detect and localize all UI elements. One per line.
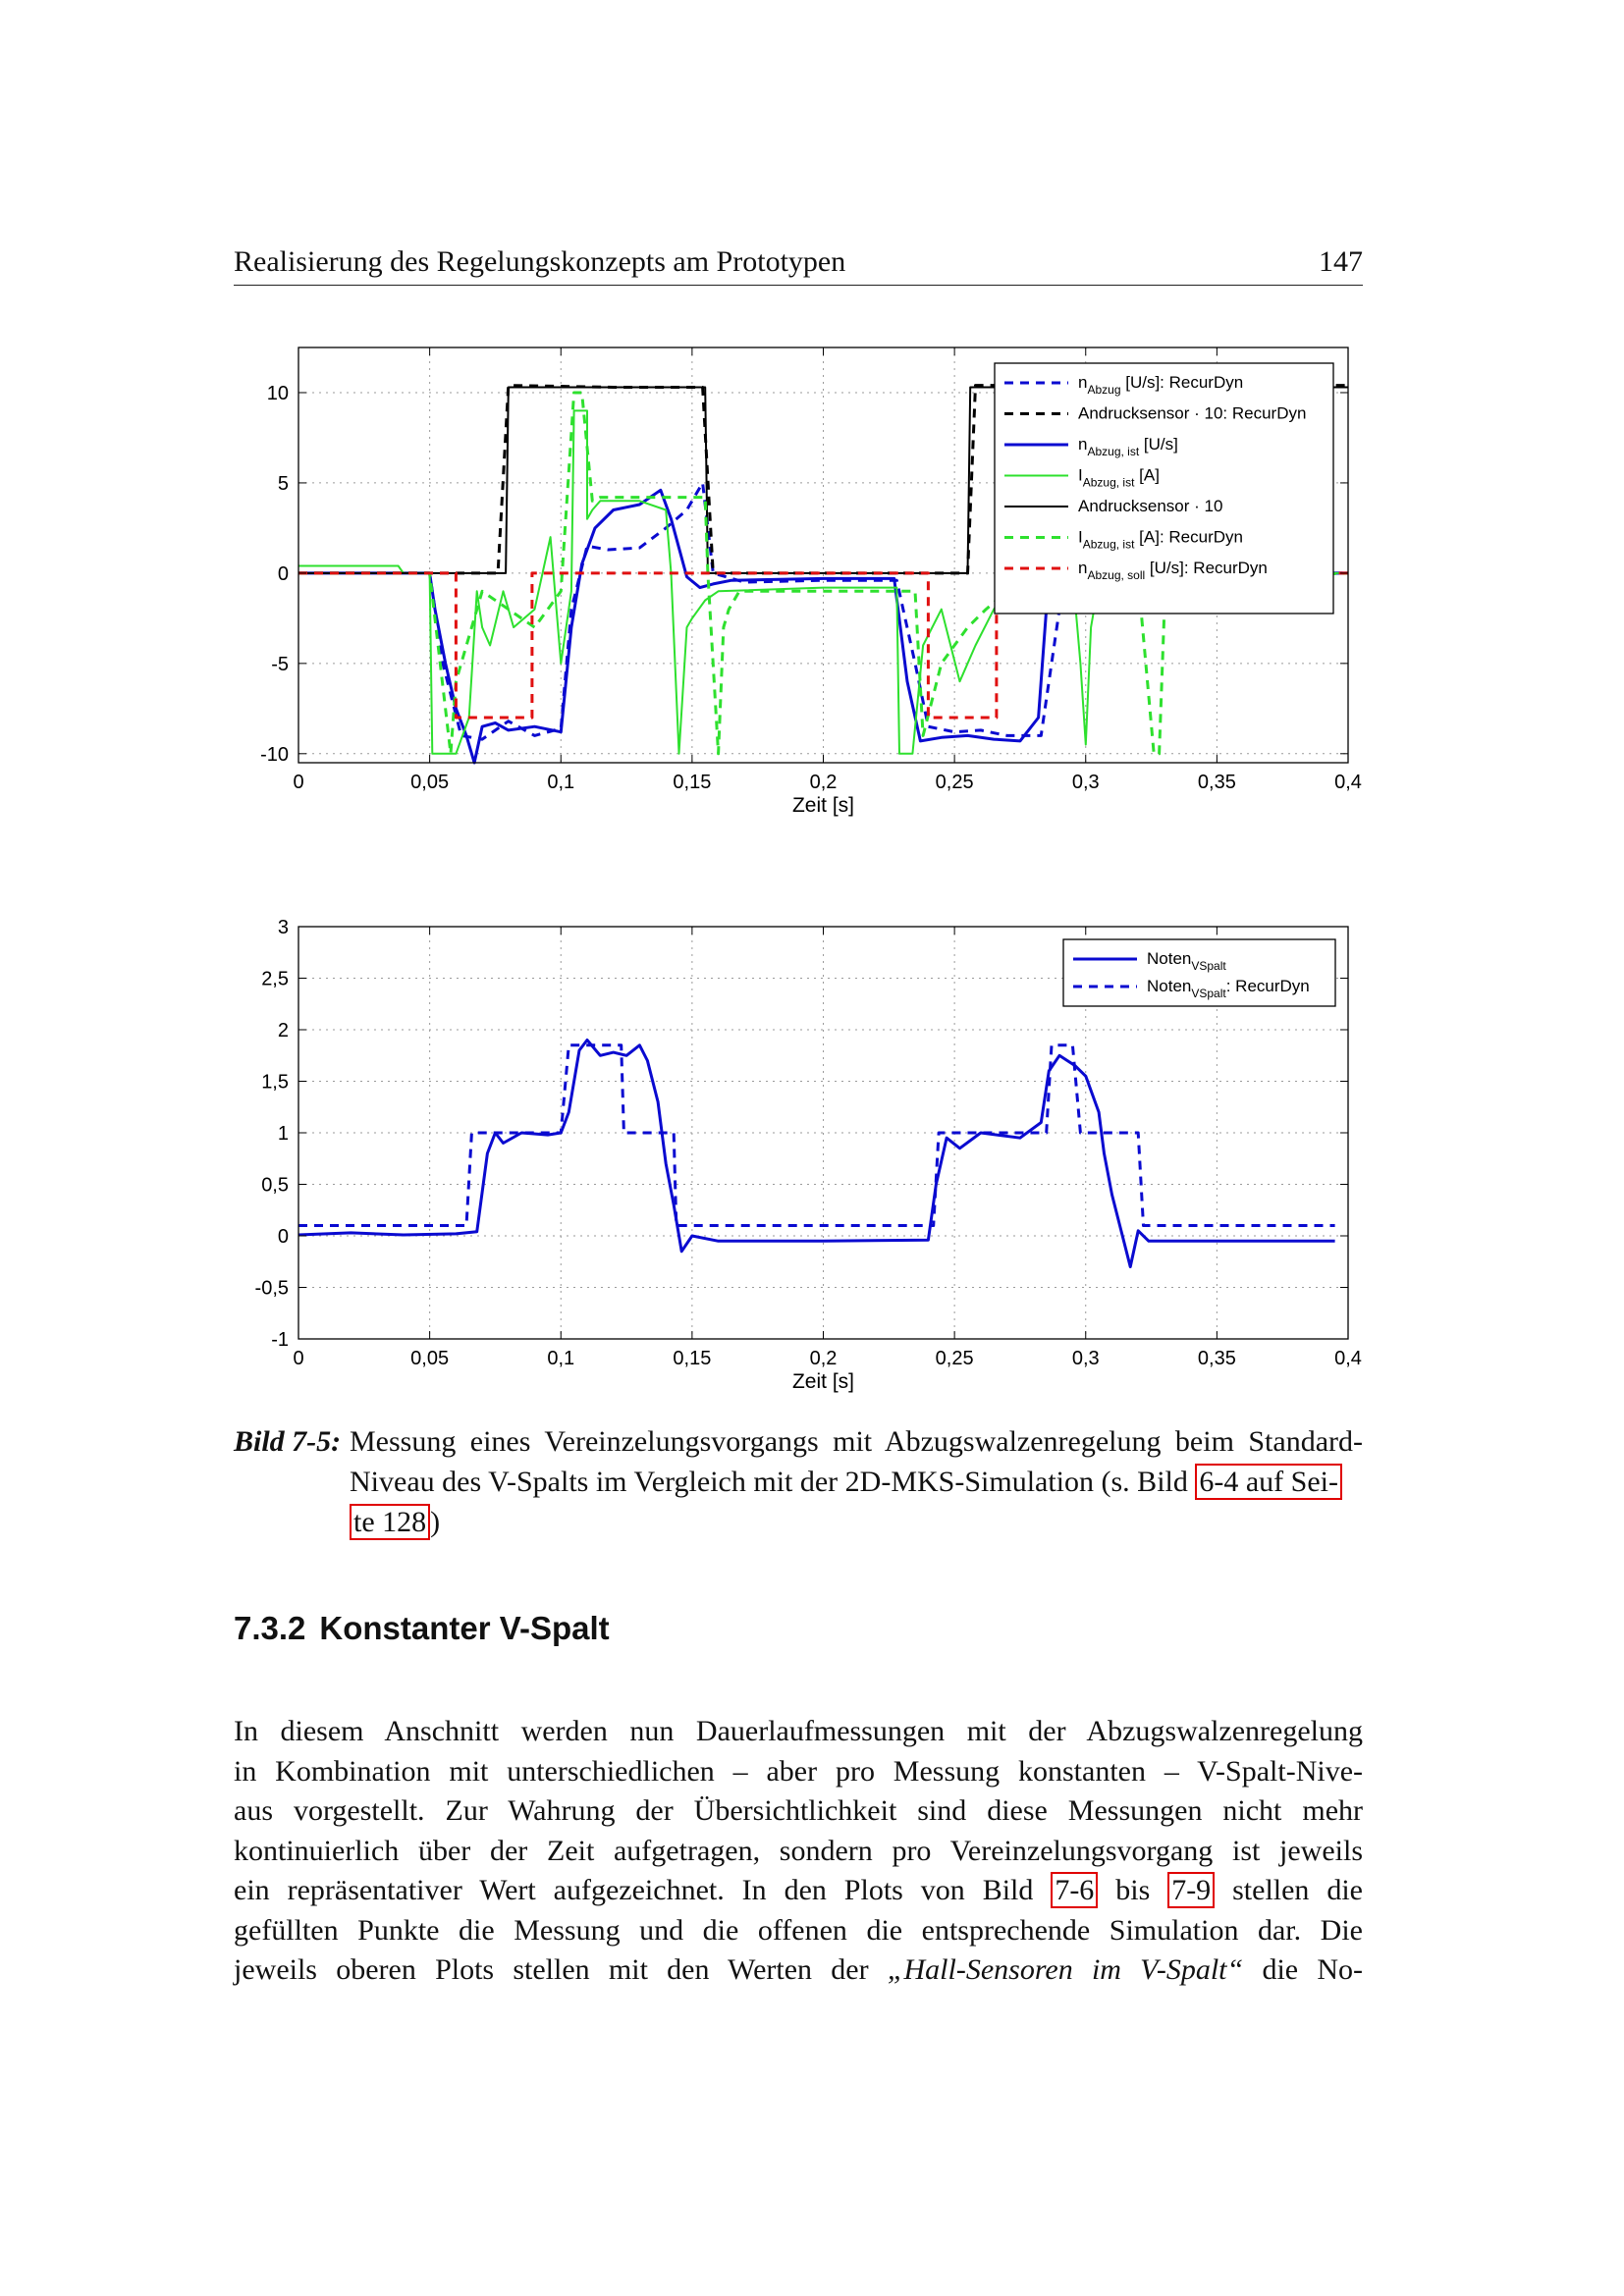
body-line: in Kombination mit unterschiedlichen – aber pro Messung konstanten – V-Spalt-Nive- <box>234 1754 1363 1788</box>
x-axis-label: Zeit [s] <box>791 794 855 817</box>
body-emphasis: „Hall-Sensoren im V-Spalt“ <box>887 1953 1244 1986</box>
legend-entry: $n_{Abzug}$ [U/s]: RecurDyn <box>1078 373 1244 397</box>
legend-entry: $I_{Abzug, ist}$ [A] <box>1078 465 1160 490</box>
body-text-run: jeweils oberen Plots stellen mit den Werten der <box>234 1953 888 1986</box>
x-tick-label: 0,15 <box>673 1348 712 1369</box>
body-line: gefüllten Punkte die Messung und die offenen die entsprechende Simulation dar. Die <box>234 1913 1363 1947</box>
y-tick-label: -5 <box>271 653 289 675</box>
body-line <box>234 1950 1363 1991</box>
y-tick-label: 1,5 <box>261 1071 289 1094</box>
body-text <box>234 1712 1363 1991</box>
caption-label: Bild 7-5: <box>234 1425 342 1458</box>
x-tick-label: 0,2 <box>809 1348 838 1369</box>
page-number: 147 <box>1319 245 1363 278</box>
y-tick-label: -0,5 <box>254 1277 289 1300</box>
legend-entry: $n_{Abzug, soll}$ [U/s]: RecurDyn <box>1078 559 1268 582</box>
body-line: In diesem Anschnitt werden nun Dauerlaufmessungen mit der Abzugswalzenregelung <box>234 1715 1363 1747</box>
running-title: Realisierung des Regelungskonzepts am Prototypen <box>234 245 846 278</box>
x-tick-label: 0 <box>293 1348 304 1369</box>
body-text-run: stellen die <box>1215 1874 1364 1906</box>
y-tick-label: 0,5 <box>261 1174 289 1197</box>
figure-caption <box>234 1421 1363 1542</box>
section-heading <box>234 1610 610 1647</box>
body-line: kontinuierlich über der Zeit aufgetragen, sondern pro Vereinzelungsvorgang ist jeweils <box>234 1834 1363 1867</box>
caption-text-part2: ) <box>430 1506 441 1538</box>
y-tick-label: 2,5 <box>261 968 289 990</box>
legend <box>995 363 1333 614</box>
y-tick-label: 5 <box>277 472 289 495</box>
section-title: Konstanter V-Spalt <box>319 1610 610 1646</box>
legend-entry: Noten$_{VSpalt}$ <box>1147 949 1226 973</box>
legend-entry: Andrucksensor · 10: RecurDyn <box>1078 403 1307 423</box>
x-tick-label: 0,2 <box>809 772 838 793</box>
chart-bottom <box>0 903 1624 1414</box>
y-tick-label: 1 <box>277 1123 289 1145</box>
y-tick-label: -10 <box>260 743 289 766</box>
y-tick-label: 3 <box>277 917 289 938</box>
x-tick-label: 0,1 <box>547 1348 575 1369</box>
legend-entry: Andrucksensor · 10 <box>1078 497 1223 515</box>
chart-top <box>0 324 1624 834</box>
y-tick-label: 2 <box>277 1020 289 1041</box>
legend-entry: $n_{Abzug, ist}$ [U/s] <box>1078 435 1178 458</box>
body-line <box>234 1871 1363 1911</box>
x-tick-label: 0,25 <box>935 772 974 793</box>
figure-ref-link[interactable]: 7-6 <box>1051 1872 1098 1908</box>
x-tick-label: 0,05 <box>410 772 450 793</box>
x-tick-label: 0,35 <box>1197 772 1236 793</box>
x-tick-label: 0,3 <box>1071 772 1100 793</box>
x-axis-label: Zeit [s] <box>791 1370 855 1393</box>
x-tick-label: 0,3 <box>1071 1348 1100 1369</box>
body-text-run: die No- <box>1243 1953 1363 1986</box>
x-tick-label: 0,15 <box>673 772 712 793</box>
legend <box>1063 939 1335 1006</box>
legend-entry: Noten$_{VSpalt}$: RecurDyn <box>1147 977 1310 1000</box>
figure-ref-link[interactable]: 7-9 <box>1167 1872 1215 1908</box>
legend-entry: $I_{Abzug, ist}$ [A]: RecurDyn <box>1078 527 1243 552</box>
caption-ref-link[interactable]: 6-4 auf Sei- <box>1195 1464 1342 1500</box>
body-text-run: bis <box>1098 1874 1168 1906</box>
running-header <box>234 241 1363 286</box>
y-tick-label: 0 <box>277 1226 289 1248</box>
body-text-run: ein repräsentativer Wert aufgezeichnet. In den Plots von Bild <box>234 1874 1052 1906</box>
y-tick-label: 0 <box>277 562 289 585</box>
x-tick-label: 0,25 <box>935 1348 974 1369</box>
x-tick-label: 0,1 <box>547 772 575 793</box>
x-tick-label: 0,05 <box>410 1348 450 1369</box>
section-number: 7.3.2 <box>234 1610 306 1646</box>
y-tick-label: -1 <box>271 1329 289 1351</box>
x-tick-label: 0 <box>293 772 304 793</box>
x-tick-label: 0,4 <box>1334 1348 1362 1369</box>
body-line: aus vorgestellt. Zur Wahrung der Übersichtlichkeit sind diese Messungen nicht mehr <box>234 1794 1363 1827</box>
caption-ref-link-2[interactable]: te 128 <box>350 1504 430 1540</box>
caption-text-part1: Messung eines Vereinzelungsvorgangs mit Abzugswalzenregelung beim Standard-Niveau des V-Spalts im Vergleich mit der 2D-MKS-Simulation (s. Bild <box>350 1425 1363 1498</box>
y-tick-label: 10 <box>266 382 289 404</box>
x-tick-label: 0,35 <box>1197 1348 1236 1369</box>
caption-text <box>350 1421 1363 1542</box>
x-tick-label: 0,4 <box>1334 772 1362 793</box>
